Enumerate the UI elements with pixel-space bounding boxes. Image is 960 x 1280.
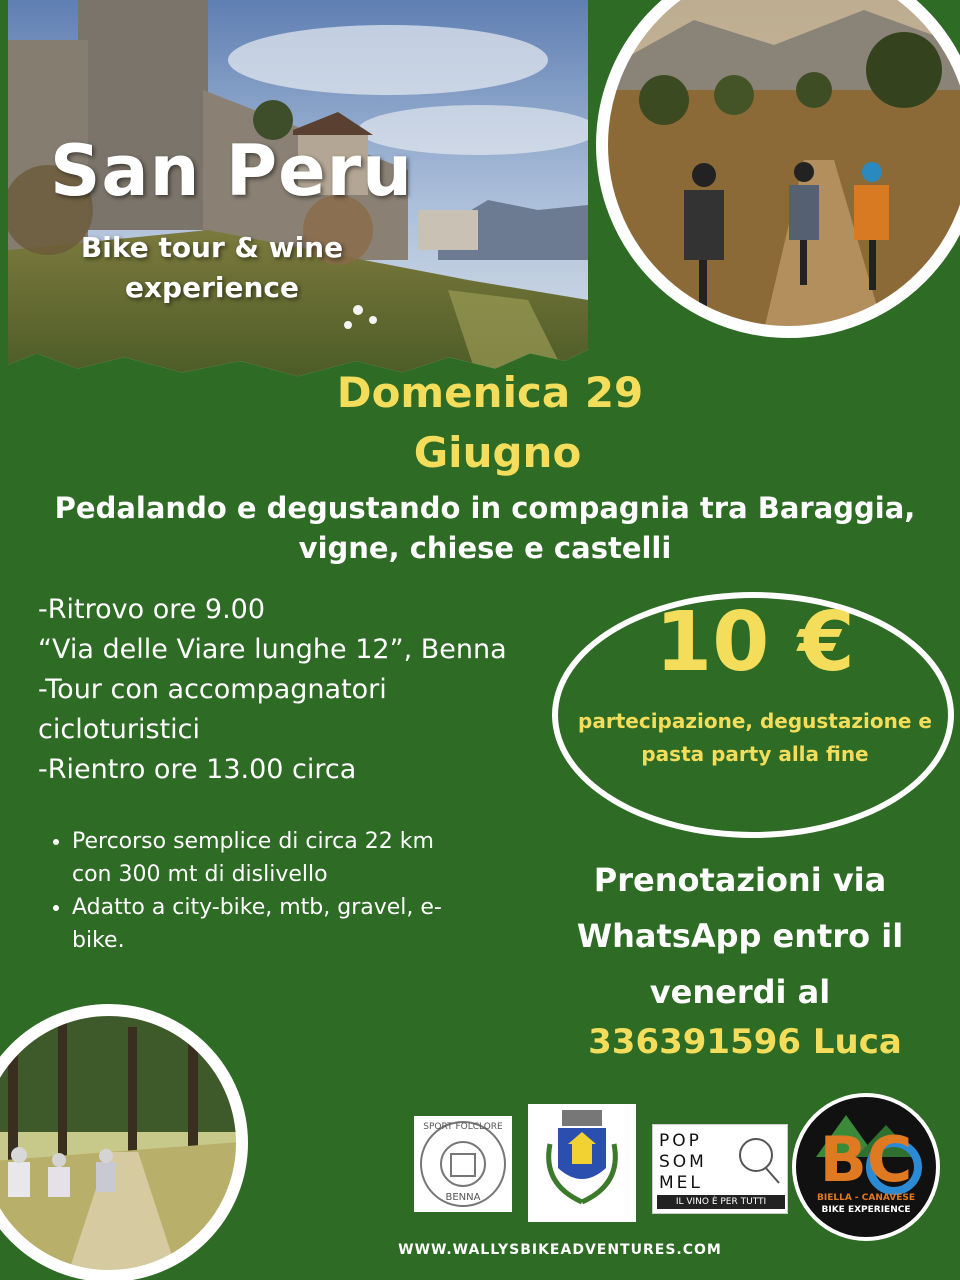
event-details	[38, 590, 578, 790]
bc-letters: BC	[819, 1123, 913, 1196]
pop-sommelier-wordmark: POP SOM MEL	[659, 1131, 707, 1193]
event-title: San Peru	[50, 130, 413, 212]
sport-folclore-top: SPORT FOLCLORE	[423, 1122, 503, 1132]
event-headline: Pedalando e degustando in compagnia tra Baraggia, vigne, chiese e castelli	[54, 491, 916, 565]
pop-sommelier-logo	[652, 1124, 788, 1214]
bc-subtitle: BIKE EXPERIENCE	[821, 1205, 911, 1215]
bc-name: BIELLA - CANAVESE	[817, 1193, 915, 1203]
website-link[interactable]: WWW.WALLYSBIKEADVENTURES.COM	[398, 1242, 722, 1258]
list-item: • Adatto a city-bike, mtb, gravel, e-bike.	[72, 891, 472, 957]
photo-frame-ring	[596, 0, 960, 338]
pop-sommelier-tagline: IL VINO È PER TUTTI	[657, 1195, 785, 1209]
photo-frame-ring	[0, 1004, 248, 1280]
list-item: • Percorso semplice di circa 22 km con 300 mt di dislivello	[72, 825, 472, 891]
event-date-day: Domenica 29	[336, 368, 644, 417]
detail-line: “Via delle Viare lunghe 12”, Benna	[38, 634, 507, 665]
detail-line: cicloturistici	[38, 714, 201, 745]
sport-folclore-logo	[414, 1116, 512, 1212]
event-subtitle: Bike tour & wine experience	[80, 231, 344, 304]
benna-coat-of-arms-logo	[528, 1104, 636, 1222]
price-description: partecipazione, degustazione e pasta party alla fine	[578, 709, 932, 766]
wine-glass-icon	[729, 1133, 783, 1187]
route-info-list	[48, 825, 472, 957]
detail-line: -Ritrovo ore 9.00	[38, 594, 266, 625]
price-amount: 10 €	[655, 595, 855, 690]
sport-folclore-bottom: BENNA	[445, 1192, 481, 1203]
event-date-month: Giugno	[413, 428, 582, 477]
booking-info: Prenotazioni via WhatsApp entro il venerdi al	[576, 861, 904, 1011]
biella-canavese-logo	[792, 1093, 940, 1241]
detail-line: -Rientro ore 13.00 circa	[38, 754, 357, 785]
detail-line: -Tour con accompagnatori	[38, 674, 387, 705]
booking-phone: 336391596 Luca	[588, 1022, 902, 1062]
